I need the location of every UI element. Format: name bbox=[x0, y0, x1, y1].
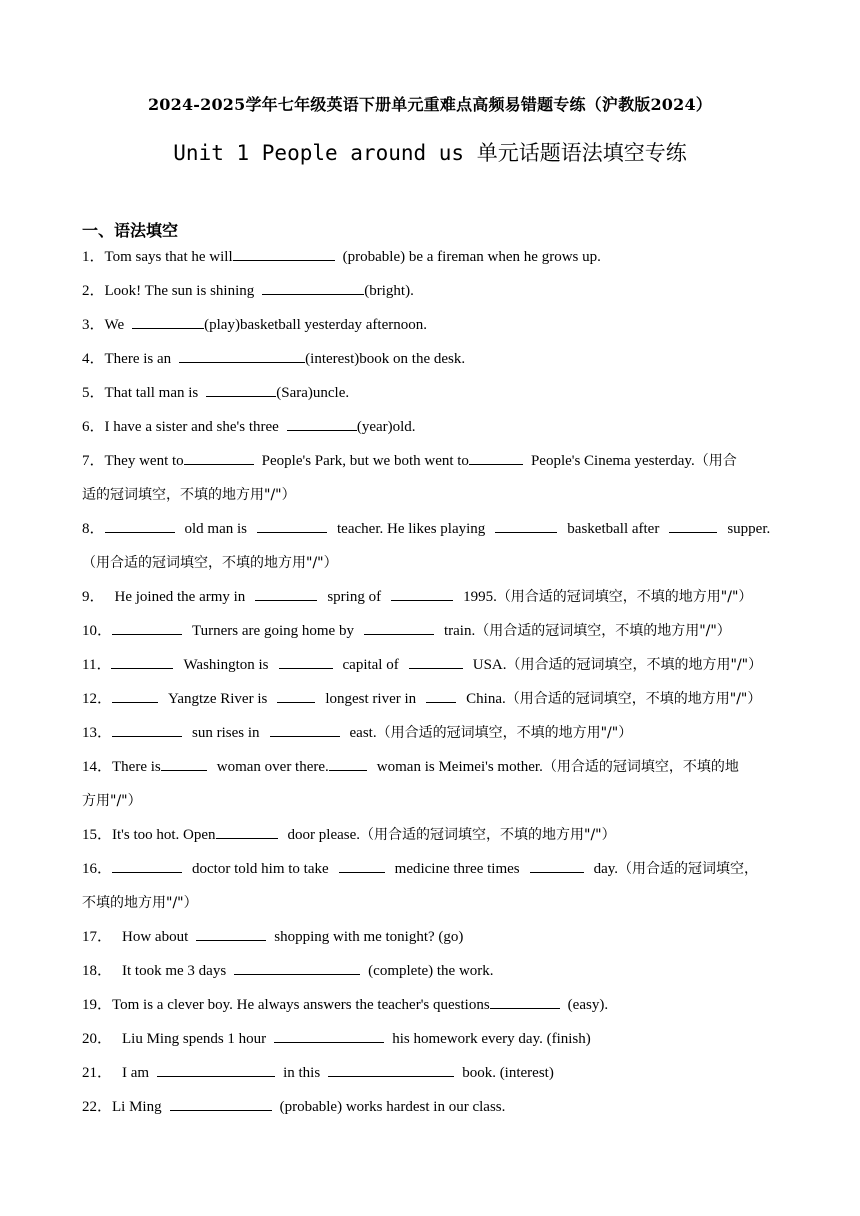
question-12 bbox=[82, 682, 782, 716]
answer-blank[interactable] bbox=[530, 858, 584, 873]
question-10 bbox=[82, 614, 782, 648]
section-heading: 一、语法填空 bbox=[82, 221, 179, 240]
question-text: sun rises in bbox=[192, 725, 260, 741]
question-text: his homework every day. (finish) bbox=[392, 1031, 591, 1047]
question-text: We bbox=[104, 317, 125, 333]
answer-blank[interactable] bbox=[495, 518, 557, 533]
question-instruction: 不填的地方用"/"） bbox=[82, 895, 198, 911]
question-text: Look! The sun is shining bbox=[104, 283, 255, 299]
question-text: They went to bbox=[104, 453, 184, 469]
question-instruction: （用合适的冠词填空，不填的地方用"/"） bbox=[360, 827, 616, 843]
answer-blank[interactable] bbox=[426, 688, 456, 703]
question-number: 20． bbox=[82, 1031, 113, 1047]
question-text: That tall man is bbox=[104, 385, 199, 401]
question-number: 5． bbox=[82, 385, 105, 401]
answer-blank[interactable] bbox=[196, 926, 266, 941]
answer-blank[interactable] bbox=[287, 416, 357, 431]
question-text: train. bbox=[443, 623, 476, 639]
answer-blank[interactable] bbox=[409, 654, 463, 669]
question-20 bbox=[82, 1022, 782, 1056]
answer-blank[interactable] bbox=[262, 280, 364, 295]
answer-blank[interactable] bbox=[364, 620, 434, 635]
question-text: I have a sister and she's three bbox=[104, 419, 279, 435]
question-number: 7． bbox=[82, 453, 105, 469]
question-instruction: （用合适的冠词填空，不填的地方用"/"） bbox=[82, 555, 338, 571]
question-text: He joined the army in bbox=[114, 589, 246, 605]
question-instruction: （用合适的冠词填空，不填的地方用"/"） bbox=[506, 657, 763, 673]
question-instruction: （用合适的冠词填空，不填的地方用"/"） bbox=[496, 589, 753, 605]
question-text: People's Park, but we both went to bbox=[261, 453, 469, 469]
question-text: Li Ming bbox=[112, 1099, 162, 1115]
question-15 bbox=[82, 818, 782, 852]
question-text: east. bbox=[349, 725, 377, 741]
question-number: 16． bbox=[82, 861, 113, 877]
question-text: Turners are going home by bbox=[192, 623, 354, 639]
question-number: 17． bbox=[82, 929, 113, 945]
question-text: (probable) works hardest in our class. bbox=[279, 1099, 506, 1115]
answer-blank[interactable] bbox=[257, 518, 327, 533]
question-text: Washington is bbox=[183, 657, 269, 673]
question-instruction: （用合适的冠词填空，不填的地方用"/"） bbox=[376, 725, 633, 741]
question-7-continued bbox=[82, 478, 782, 512]
question-3 bbox=[82, 308, 782, 342]
question-text: woman over there. bbox=[216, 759, 329, 775]
question-text: (year)old. bbox=[356, 419, 416, 435]
question-text: There is an bbox=[104, 351, 172, 367]
question-text: (interest)book on the desk. bbox=[305, 351, 466, 367]
question-number: 3． bbox=[82, 317, 105, 333]
question-text: woman is Meimei's mother. bbox=[376, 759, 543, 775]
question-number: 8． bbox=[82, 521, 105, 537]
answer-blank[interactable] bbox=[469, 450, 523, 465]
question-text: How about bbox=[122, 929, 189, 945]
question-text: day. bbox=[593, 861, 619, 877]
question-number: 19． bbox=[82, 997, 113, 1013]
answer-blank[interactable] bbox=[216, 824, 278, 839]
question-19 bbox=[82, 988, 782, 1022]
question-number: 21． bbox=[82, 1065, 113, 1081]
question-instruction: （用合适的冠词填空，不填的地方用"/"） bbox=[475, 623, 731, 639]
answer-blank[interactable] bbox=[277, 688, 315, 703]
question-number: 13． bbox=[82, 725, 113, 741]
question-text: I am bbox=[122, 1065, 150, 1081]
answer-blank[interactable] bbox=[112, 620, 182, 635]
answer-blank[interactable] bbox=[391, 586, 453, 601]
question-text: (probable) be a fireman when he grows up. bbox=[342, 249, 601, 265]
question-text: teacher. He likes playing bbox=[337, 521, 486, 537]
question-text: old man is bbox=[184, 521, 248, 537]
question-instruction: （用合适的冠词填空， bbox=[618, 861, 759, 877]
question-text: basketball after bbox=[567, 521, 660, 537]
question-9 bbox=[82, 580, 782, 614]
answer-blank[interactable] bbox=[161, 756, 207, 771]
answer-blank[interactable] bbox=[234, 960, 360, 975]
question-text: capital of bbox=[342, 657, 399, 673]
answer-blank[interactable] bbox=[132, 314, 204, 329]
question-1 bbox=[82, 240, 782, 274]
question-number: 12． bbox=[82, 691, 113, 707]
question-2 bbox=[82, 274, 782, 308]
answer-blank[interactable] bbox=[233, 246, 335, 261]
answer-blank[interactable] bbox=[170, 1096, 272, 1111]
question-text: (complete) the work. bbox=[368, 963, 494, 979]
answer-blank[interactable] bbox=[157, 1062, 275, 1077]
answer-blank[interactable] bbox=[184, 450, 254, 465]
question-text: It's too hot. Open bbox=[112, 827, 216, 843]
answer-blank[interactable] bbox=[105, 518, 175, 533]
question-number: 22． bbox=[82, 1099, 113, 1115]
question-text: spring of bbox=[327, 589, 382, 605]
question-text: Tom says that he will bbox=[104, 249, 233, 265]
answer-blank[interactable] bbox=[255, 586, 317, 601]
question-5 bbox=[82, 376, 782, 410]
question-8 bbox=[82, 512, 782, 546]
question-text: medicine three times bbox=[394, 861, 520, 877]
question-text: People's Cinema yesterday. bbox=[530, 453, 695, 469]
question-text: It took me 3 days bbox=[122, 963, 227, 979]
answer-blank[interactable] bbox=[111, 654, 173, 669]
answer-blank[interactable] bbox=[490, 994, 560, 1009]
answer-blank[interactable] bbox=[112, 688, 158, 703]
question-text: book. (interest) bbox=[462, 1065, 554, 1081]
question-text: supper. bbox=[727, 521, 771, 537]
document-title: 2024-2025学年七年级英语下册单元重难点高频易错题专练（沪教版2024） bbox=[147, 95, 713, 114]
answer-blank[interactable] bbox=[274, 1028, 384, 1043]
question-13 bbox=[82, 716, 782, 750]
answer-blank[interactable] bbox=[206, 382, 276, 397]
question-text: 1995. bbox=[463, 589, 497, 605]
answer-blank[interactable] bbox=[328, 1062, 454, 1077]
question-text: (Sara)uncle. bbox=[276, 385, 350, 401]
question-text: Tom is a clever boy. He always answers the teacher's questions bbox=[112, 997, 490, 1013]
question-18 bbox=[82, 954, 782, 988]
question-text: doctor told him to take bbox=[192, 861, 329, 877]
answer-blank[interactable] bbox=[112, 858, 182, 873]
question-number: 18． bbox=[82, 963, 113, 979]
answer-blank[interactable] bbox=[270, 722, 340, 737]
question-14-continued bbox=[82, 784, 782, 818]
question-text: in this bbox=[283, 1065, 321, 1081]
question-number: 6． bbox=[82, 419, 105, 435]
answer-blank[interactable] bbox=[339, 858, 385, 873]
question-instruction: 适的冠词填空，不填的地方用"/"） bbox=[82, 487, 296, 503]
question-11 bbox=[82, 648, 782, 682]
question-8-continued bbox=[82, 546, 782, 580]
answer-blank[interactable] bbox=[669, 518, 717, 533]
question-16 bbox=[82, 852, 782, 886]
question-14 bbox=[82, 750, 782, 784]
document-subtitle: Unit 1 People around us 单元话题语法填空专练 bbox=[173, 141, 687, 165]
question-6 bbox=[82, 410, 782, 444]
question-number: 9． bbox=[82, 589, 105, 605]
question-text: door please. bbox=[287, 827, 361, 843]
question-17 bbox=[82, 920, 782, 954]
question-number: 11． bbox=[82, 657, 112, 673]
question-instruction: 方用"/"） bbox=[82, 793, 142, 809]
question-number: 2． bbox=[82, 283, 105, 299]
question-16-continued bbox=[82, 886, 782, 920]
question-21 bbox=[82, 1056, 782, 1090]
answer-blank[interactable] bbox=[179, 348, 305, 363]
question-text: China. bbox=[466, 691, 506, 707]
question-text: (play)basketball yesterday afternoon. bbox=[204, 317, 427, 333]
question-text: longest river in bbox=[325, 691, 417, 707]
question-instruction: （用合适的冠词填空，不填的地方用"/"） bbox=[505, 691, 762, 707]
question-text: shopping with me tonight? (go) bbox=[274, 929, 464, 945]
question-instruction: （用合 bbox=[694, 453, 737, 469]
question-22 bbox=[82, 1090, 782, 1124]
question-text: (easy). bbox=[567, 997, 609, 1013]
answer-blank[interactable] bbox=[329, 756, 367, 771]
question-text: There is bbox=[112, 759, 161, 775]
question-number: 4． bbox=[82, 351, 105, 367]
question-number: 15． bbox=[82, 827, 113, 843]
answer-blank[interactable] bbox=[279, 654, 333, 669]
question-text: Liu Ming spends 1 hour bbox=[122, 1031, 267, 1047]
answer-blank[interactable] bbox=[112, 722, 182, 737]
question-4 bbox=[82, 342, 782, 376]
question-text: USA. bbox=[472, 657, 507, 673]
question-number: 14． bbox=[82, 759, 113, 775]
question-7 bbox=[82, 444, 782, 478]
question-text: (bright). bbox=[364, 283, 414, 299]
question-instruction: （用合适的冠词填空，不填的地 bbox=[542, 759, 739, 775]
question-number: 1． bbox=[82, 249, 105, 265]
question-text: Yangtze River is bbox=[168, 691, 268, 707]
question-number: 10． bbox=[82, 623, 113, 639]
